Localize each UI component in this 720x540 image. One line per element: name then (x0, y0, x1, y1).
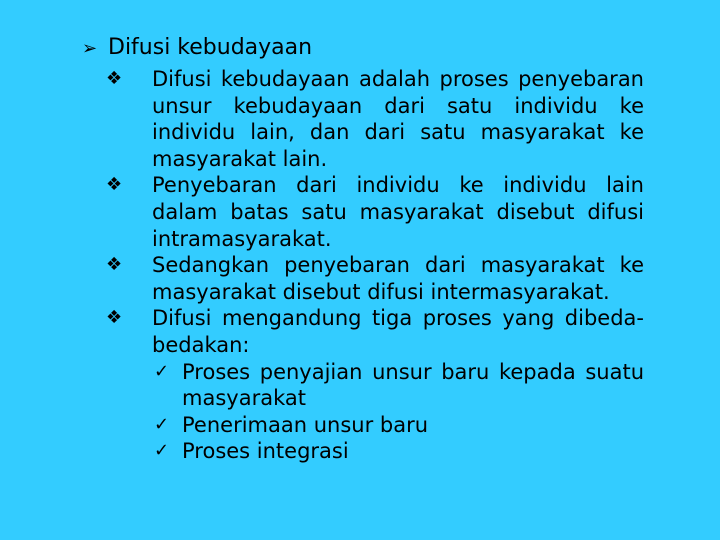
sub-list-item (152, 359, 644, 412)
sub-list-item-text: Proses penyajian unsur baru kepada suatu masyarakat (182, 359, 644, 411)
list-item-text: Sedangkan penyebaran dari masyarakat ke masyarakat disebut difusi intermasyarakat. (152, 253, 644, 304)
list-item (106, 172, 644, 252)
sub-list (152, 359, 644, 465)
sub-list-item-text: Penerimaan unsur baru (182, 412, 429, 437)
arrow-bullet-icon: ➢ (82, 38, 98, 59)
list-item-text: Difusi kebudayaan adalah proses penyebaran unsur kebudayaan dari satu individu ke individu lain, dan dari satu masyarakat ke masyarakat lain. (152, 67, 644, 171)
check-bullet-icon: ✓ (154, 360, 170, 382)
diamond-bullet-icon: ❖ (106, 174, 123, 196)
slide-heading (82, 34, 312, 63)
sub-list-item-text: Proses integrasi (182, 439, 349, 464)
check-bullet-icon: ✓ (154, 440, 170, 462)
diamond-bullet-icon: ❖ (106, 307, 123, 329)
list-item-text: Difusi mengandung tiga proses yang dibeda-bedakan: (152, 306, 644, 357)
sub-list-item (152, 412, 644, 439)
sub-list-item (152, 438, 644, 465)
list-item (106, 305, 644, 465)
list-item (106, 66, 644, 172)
heading-text: Difusi kebudayaan (108, 35, 313, 60)
list-item (106, 252, 644, 305)
check-bullet-icon: ✓ (154, 413, 170, 435)
bullet-list (106, 66, 644, 465)
list-item-text: Penyebaran dari individu ke individu lain dalam batas satu masyarakat disebut difusi intramasyarakat. (152, 173, 644, 251)
diamond-bullet-icon: ❖ (106, 68, 123, 89)
diamond-bullet-icon: ❖ (106, 254, 123, 276)
